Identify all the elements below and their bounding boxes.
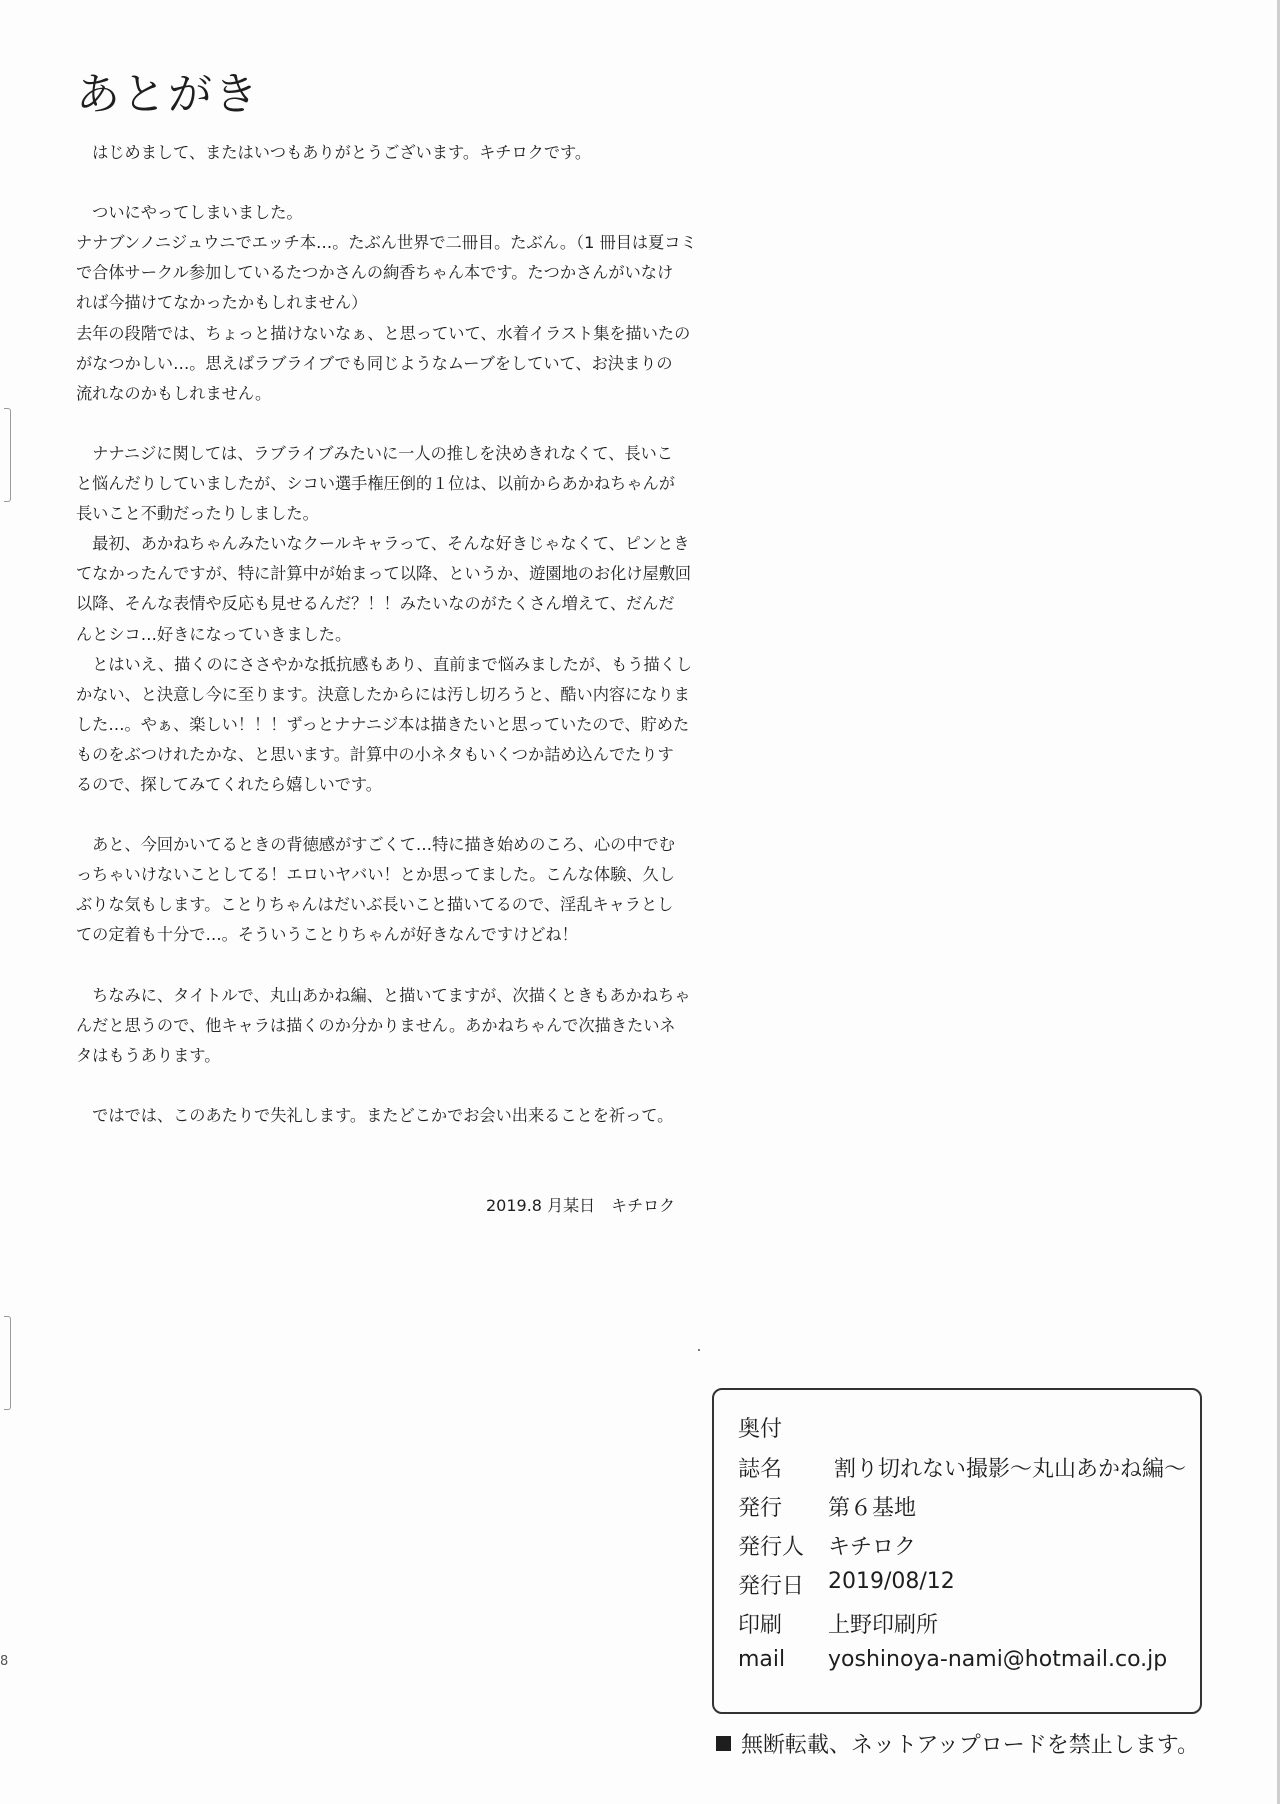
blank-line — [76, 800, 712, 830]
body-line: とはいえ、描くのにささやかな抵抗感もあり、直前まで悩みましたが、もう描くし — [76, 654, 693, 674]
colophon-value: 第６基地 — [828, 1496, 917, 1521]
colophon-row-mail — [738, 1647, 1198, 1687]
body-line: 最初、あかねちゃんみたいなクールキャラって、そんな好きじゃなくて、ピンとき — [76, 534, 690, 554]
afterword-body — [76, 138, 712, 1131]
colophon-box — [712, 1388, 1202, 1714]
body-line: ちなみに、タイトルで、丸山あかね編、と描いてますが、次描くときもあかねちゃ — [76, 985, 691, 1005]
colophon-value: 割り切れない撮影～丸山あかね編～ — [834, 1457, 1187, 1482]
colophon-row-date — [738, 1569, 1198, 1609]
blank-line — [76, 951, 712, 981]
scan-speck — [698, 1349, 700, 1351]
signature-date: 2019.8 月某日 キチロク — [486, 1196, 676, 1215]
copyright-notice — [716, 1728, 1199, 1759]
page-title: あとがき — [76, 69, 260, 120]
colophon-label: 誌名 — [738, 1457, 783, 1482]
colophon-value: キチロク — [828, 1535, 917, 1560]
colophon-value: 上野印刷所 — [828, 1613, 939, 1638]
colophon-heading: 奥付 — [738, 1417, 783, 1442]
blank-line — [76, 409, 712, 439]
body-line: てなかったんですが、特に計算中が始まって以降、というか、遊園地のお化け屋敷回 — [76, 564, 692, 584]
body-line: ナナブンノニジュウニでエッチ本…。たぶん世界で二冊目。たぶん。（1 冊目は夏コミ — [76, 233, 697, 253]
colophon-value: yoshinoya-nami@hotmail.co.jp — [828, 1647, 1168, 1672]
blank-line — [76, 168, 712, 198]
colophon-row-title — [738, 1452, 1198, 1492]
colophon-label: 発行日 — [738, 1574, 805, 1599]
body-line: はじめまして、またはいつもありがとうございます。キチロクです。 — [76, 143, 592, 162]
body-line: ての定着も十分で…。そういうことりちゃんが好きなんですけどね！ — [76, 925, 578, 945]
colophon-label: mail — [738, 1647, 786, 1672]
body-line: タはもうあります。 — [76, 1045, 221, 1065]
body-line: と悩んだりしていましたが、シコい選手権圧倒的１位は、以前からあかねちゃんが — [76, 474, 675, 494]
body-line: れば今描けてなかったかもしれません） — [76, 293, 368, 313]
body-line: がなつかしい…。思えばラブライブでも同じようなムーブをしていて、お決まりの — [76, 353, 673, 373]
body-line: 流れなのかもしれません。 — [76, 383, 272, 403]
body-line: ついにやってしまいました。 — [76, 203, 303, 223]
body-line: あと、今回かいてるときの背徳感がすごくて…特に描き始めのころ、心の中でむ — [76, 835, 675, 855]
body-line: るので、探してみてくれたら嬉しいです。 — [76, 774, 382, 794]
colophon-label: 発行人 — [738, 1535, 805, 1560]
body-line: した…。やぁ、楽しい！！！ずっとナナニジ本は描きたいと思っていたので、貯めた — [76, 714, 690, 734]
colophon-label: 印刷 — [738, 1613, 783, 1638]
body-line: 長いこと不動だったりしました。 — [76, 504, 319, 524]
binding-mark — [4, 1316, 11, 1410]
body-line: 以降、そんな表情や反応も見せるんだ？！！みたいなのがたくさん増えて、だんだ — [76, 594, 675, 614]
body-line: ではでは、このあたりで失礼します。またどこかでお会い出来ることを祈って。 — [76, 1106, 674, 1125]
body-line: ものをぶつけれたかな、と思います。計算中の小ネタもいくつか詰め込んでたりす — [76, 744, 674, 764]
square-bullet-icon — [716, 1736, 731, 1751]
colophon-row-printer — [738, 1608, 1198, 1648]
body-line: ぶりな気もします。ことりちゃんはだいぶ長いこと描いてるので、淫乱キャラとし — [76, 895, 674, 915]
colophon-label: 発行 — [738, 1496, 783, 1521]
body-line: 去年の段階では、ちょっと描けないなぁ、と思っていて、水着イラスト集を描いたの — [76, 323, 691, 343]
body-line: かない、と決意し今に至ります。決意したからには汚し切ろうと、酷い内容になりま — [76, 684, 690, 704]
notice-text: 無断転載、ネットアップロードを禁止します。 — [741, 1733, 1200, 1758]
body-line: で合体サークル参加しているたつかさんの絢香ちゃん本です。たつかさんがいなけ — [76, 263, 674, 283]
colophon-row-publisher — [738, 1491, 1198, 1531]
page-number: 8 — [0, 1654, 9, 1669]
binding-mark — [4, 408, 11, 502]
body-line: っちゃいけないことしてる！エロいヤバい！とか思ってました。こんな体験、久し — [76, 865, 675, 885]
blank-line — [76, 1071, 712, 1101]
body-line: ナナニジに関しては、ラブライブみたいに一人の推しを決めきれなくて、長いこ — [76, 443, 673, 463]
colophon-row-issuer — [738, 1530, 1198, 1570]
colophon-value: 2019/08/12 — [828, 1569, 955, 1594]
body-line: んだと思うので、他キャラは描くのか分かりません。あかねちゃんで次描きたいネ — [76, 1015, 676, 1035]
body-line: んとシコ…好きになっていきました。 — [76, 624, 352, 644]
